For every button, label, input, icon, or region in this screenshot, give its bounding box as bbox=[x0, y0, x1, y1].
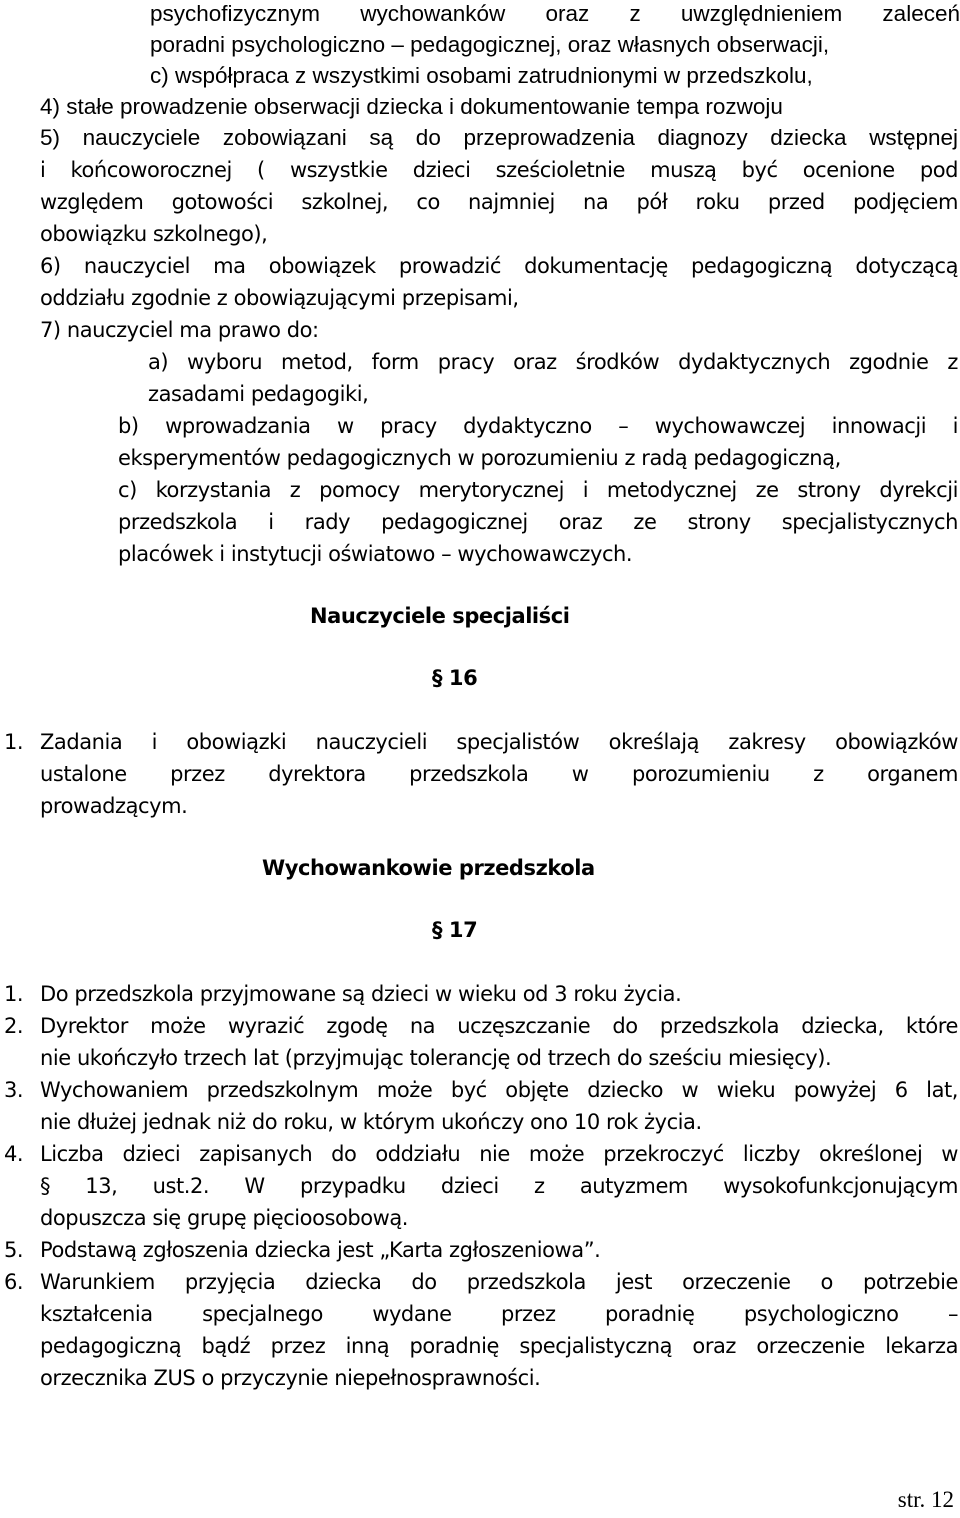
list-item-number: 5. bbox=[4, 1238, 24, 1262]
list-item-text: orzecznika ZUS o przyczynie niepełnosprawności. bbox=[40, 1366, 541, 1390]
list-item-text: ustalone przez dyrektora przedszkola w porozumieniu z organem bbox=[40, 762, 958, 786]
body-text-line: 4) stałe prowadzenie obserwacji dziecka i dokumentowanie tempa rozwoju bbox=[40, 94, 783, 119]
list-item-text: pedagogiczną bądź przez inną poradnię specjalistyczną oraz orzeczenie lekarza bbox=[40, 1334, 958, 1358]
list-item-number: 1. bbox=[4, 730, 24, 754]
list-item-number: 6. bbox=[4, 1270, 24, 1294]
list-item-text: Wychowaniem przedszkolnym może być objęte dziecko w wieku powyżej 6 lat, bbox=[40, 1078, 958, 1102]
page-number: str. 12 bbox=[897, 1487, 954, 1512]
body-text-line: zasadami pedagogiki, bbox=[148, 382, 369, 406]
list-item-text: § 13, ust.2. W przypadku dzieci z autyzmem wysokofunkcjonującym bbox=[40, 1174, 958, 1198]
body-text-line: c) współpraca z wszystkimi osobami zatrudnionymi w przedszkolu, bbox=[150, 63, 813, 88]
body-text-line: obowiązku szkolnego), bbox=[40, 222, 268, 246]
body-text-line: oddziału zgodnie z obowiązującymi przepisami, bbox=[40, 286, 519, 310]
list-item-text: Dyrektor może wyrazić zgodę na uczęszczanie do przedszkola dziecka, które bbox=[40, 1014, 958, 1038]
body-text-line: 7) nauczyciel ma prawo do: bbox=[40, 318, 319, 342]
body-text-line: placówek i instytucji oświatowo – wychowawczych. bbox=[118, 542, 633, 566]
body-text-line: 6) nauczyciel ma obowiązek prowadzić dokumentację pedagogiczną dotyczącą bbox=[40, 254, 958, 278]
body-text-line: 5) nauczyciele zobowiązani są do przeprowadzenia diagnozy dziecka wstępnej bbox=[40, 125, 958, 150]
list-item-text: Liczba dzieci zapisanych do oddziału nie może przekroczyć liczby określonej w bbox=[40, 1142, 958, 1166]
body-text-line: a) wyboru metod, form pracy oraz środków dydaktycznych zgodnie z bbox=[148, 350, 958, 374]
list-item-text: Podstawą zgłoszenia dziecka jest „Karta zgłoszeniowa”. bbox=[40, 1238, 601, 1262]
section-heading: Wychowankowie przedszkola bbox=[262, 856, 595, 880]
paragraph-mark: § 16 bbox=[432, 666, 478, 690]
list-item-text: nie dłużej jednak niż do roku, w którym ukończy ono 10 rok życia. bbox=[40, 1110, 702, 1134]
body-text-line: c) korzystania z pomocy merytorycznej i metodycznej ze strony dyrekcji bbox=[118, 478, 958, 502]
list-item-number: 3. bbox=[4, 1078, 24, 1102]
section-heading: Nauczyciele specjaliści bbox=[310, 604, 570, 628]
list-item-text: dopuszcza się grupę pięcioosobową. bbox=[40, 1206, 409, 1230]
list-item-number: 1. bbox=[4, 982, 24, 1006]
list-item-text: nie ukończyło trzech lat (przyjmując tolerancję od trzech do sześciu miesięcy). bbox=[40, 1046, 832, 1070]
list-item-text: kształcenia specjalnego wydane przez poradnię psychologiczno – bbox=[40, 1302, 958, 1326]
body-text-line: przedszkola i rady pedagogicznej oraz ze strony specjalistycznych bbox=[118, 510, 958, 534]
body-text-line: i końcoworocznej ( wszystkie dzieci sześcioletnie muszą być ocenione pod bbox=[40, 158, 958, 182]
list-item-number: 2. bbox=[4, 1014, 24, 1038]
list-item-text: Warunkiem przyjęcia dziecka do przedszkola jest orzeczenie o potrzebie bbox=[40, 1270, 958, 1294]
list-item-text: Zadania i obowiązki nauczycieli specjalistów określają zakresy obowiązków bbox=[40, 730, 958, 754]
body-text-line: eksperymentów pedagogicznych w porozumieniu z radą pedagogiczną, bbox=[118, 446, 841, 470]
body-text-line: b) wprowadzania w pracy dydaktyczno – wychowawczej innowacji i bbox=[118, 414, 958, 438]
body-text-line: psychofizycznym wychowanków oraz z uwzględnieniem zaleceń bbox=[150, 1, 960, 26]
list-item-number: 4. bbox=[4, 1142, 24, 1166]
body-text-line: względem gotowości szkolnej, co najmniej na pół roku przed podjęciem bbox=[40, 190, 958, 214]
list-item-text: prowadzącym. bbox=[40, 794, 188, 818]
paragraph-mark: § 17 bbox=[432, 918, 478, 942]
body-text-line: poradni psychologiczno – pedagogicznej, oraz własnych obserwacji, bbox=[150, 32, 830, 57]
list-item-text: Do przedszkola przyjmowane są dzieci w wieku od 3 roku życia. bbox=[40, 982, 682, 1006]
